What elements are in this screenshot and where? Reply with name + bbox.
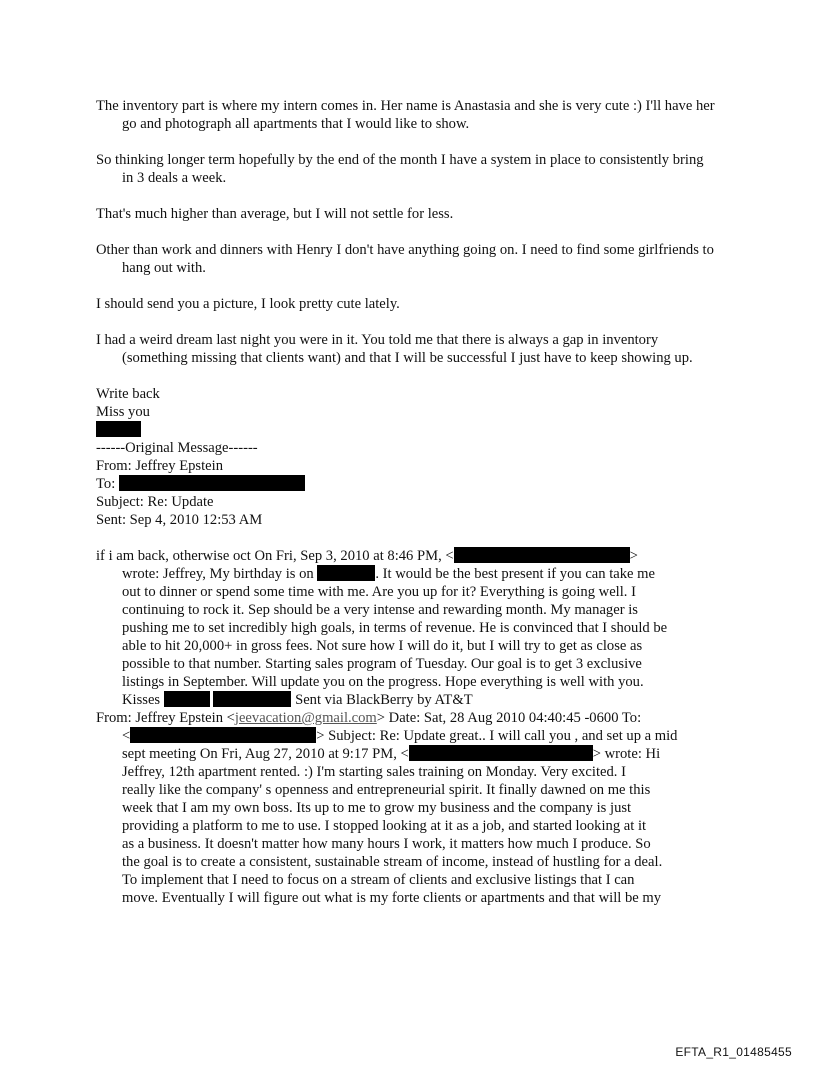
thread-line: out to dinner or spend some time with me. Are you up for it? Everything is going well. I: [122, 584, 636, 600]
email-link[interactable]: jeevacation@gmail.com: [234, 710, 377, 726]
quoted-thread: [96, 547, 716, 907]
thread-line: [96, 709, 716, 727]
thread-line: continuing to rock it. Sep should be a very intense and rewarding month. My manager is: [122, 602, 638, 618]
thread-line: [96, 691, 716, 709]
paragraph-picture: I should send you a picture, I look pretty cute lately.: [96, 296, 400, 312]
thread-text: > Subject: Re: Update great.. I will call you , and set up a mid: [316, 728, 678, 744]
document-id: EFTA_R1_01485455: [675, 1045, 792, 1059]
redaction-to-email: [130, 727, 316, 743]
thread-line: as a business. It doesn't matter how many hours I work, it matters how much I produce. So: [122, 836, 651, 852]
thread-text: From: Jeffrey Epstein <: [96, 710, 235, 726]
thread-text: Kisses: [122, 692, 161, 708]
paragraph-average: That's much higher than average, but I will not settle for less.: [96, 206, 454, 222]
thread-line: really like the company' s openness and entrepreneurial spirit. It finally dawned on me this: [122, 782, 651, 798]
thread-line: move. Eventually I will figure out what is my forte clients or apartments and that will be my: [122, 890, 662, 906]
signoff-and-original-header: [96, 385, 716, 529]
original-from: From: Jeffrey Epstein: [96, 458, 223, 474]
thread-line: [96, 745, 716, 763]
thread-line: week that I am my own boss. Its up to me to grow my business and the company is just: [122, 800, 632, 816]
signoff-write-back: Write back: [96, 386, 160, 402]
paragraph-long-term: So thinking longer term hopefully by the end of the month I have a system in place to consistently bring in 3 deals a week.: [96, 152, 704, 186]
redaction-reply-email: [409, 745, 593, 761]
thread-text: > Date: Sat, 28 Aug 2010 04:40:45 -0600 To:: [376, 710, 642, 726]
thread-text: . It would be the best present if you can take me: [375, 566, 656, 582]
thread-text: > wrote: Hi: [592, 746, 661, 762]
thread-text: sept meeting On Fri, Aug 27, 2010 at 9:17 PM, <: [122, 746, 409, 762]
redaction-name-first: [164, 691, 210, 707]
redaction-signature: [96, 421, 141, 437]
redaction-birthday: [317, 565, 375, 581]
thread-line: providing a platform to me to use. I stopped looking at it as a job, and started looking at it: [122, 818, 647, 834]
thread-line: [96, 565, 716, 583]
thread-line: Jeffrey, 12th apartment rented. :) I'm starting sales training on Monday. Very excited. I: [122, 764, 626, 780]
thread-line: pushing me to set incredibly high goals, in terms of revenue. He is convinced that I should be: [122, 620, 668, 636]
thread-line: listings in September. Will update you on the progress. Hope everything is well with you.: [122, 674, 644, 690]
thread-line: possible to that number. Starting sales program of Tuesday. Our goal is to get 3 exclusive: [122, 656, 642, 672]
original-to-row: [96, 475, 716, 493]
redaction-name-last: [213, 691, 291, 707]
original-subject: Subject: Re: Update: [96, 494, 214, 510]
original-message-divider: ------Original Message------: [96, 440, 258, 456]
thread-line: able to hit 20,000+ in gross fees. Not sure how I will do it, but I will try to get as close as: [122, 638, 643, 654]
original-sent: Sent: Sep 4, 2010 12:53 AM: [96, 512, 263, 528]
redaction-sender-email: [454, 547, 630, 563]
thread-line: To implement that I need to focus on a stream of clients and exclusive listings that I can: [122, 872, 635, 888]
thread-text: >: [629, 548, 638, 564]
redaction-to-address: [119, 475, 305, 491]
thread-text: wrote: Jeffrey, My birthday is on: [122, 566, 314, 582]
thread-text: <: [122, 728, 131, 744]
thread-line: [96, 727, 716, 745]
thread-line: [96, 547, 716, 565]
paragraph-social: Other than work and dinners with Henry I don't have anything going on. I need to find some girlfriends to hang out with.: [96, 242, 714, 276]
original-to-label: To:: [96, 476, 116, 492]
thread-line: the goal is to create a consistent, sustainable stream of income, instead of hustling for a deal.: [122, 854, 663, 870]
email-document: [96, 97, 716, 925]
thread-text: if i am back, otherwise oct On Fri, Sep 3, 2010 at 8:46 PM, <: [96, 548, 454, 564]
thread-text: Sent via BlackBerry by AT&T: [295, 692, 473, 708]
signoff-miss-you: Miss you: [96, 404, 150, 420]
paragraph-dream: I had a weird dream last night you were in it. You told me that there is always a gap in inventory (something missing that clients want) and that I will be successful I just have to keep showing up.: [96, 332, 693, 366]
signature-row: [96, 421, 716, 439]
paragraph-intern: The inventory part is where my intern comes in. Her name is Anastasia and she is very cute :) I'll have her go and photograph all apartments that I would like to show.: [96, 98, 715, 132]
